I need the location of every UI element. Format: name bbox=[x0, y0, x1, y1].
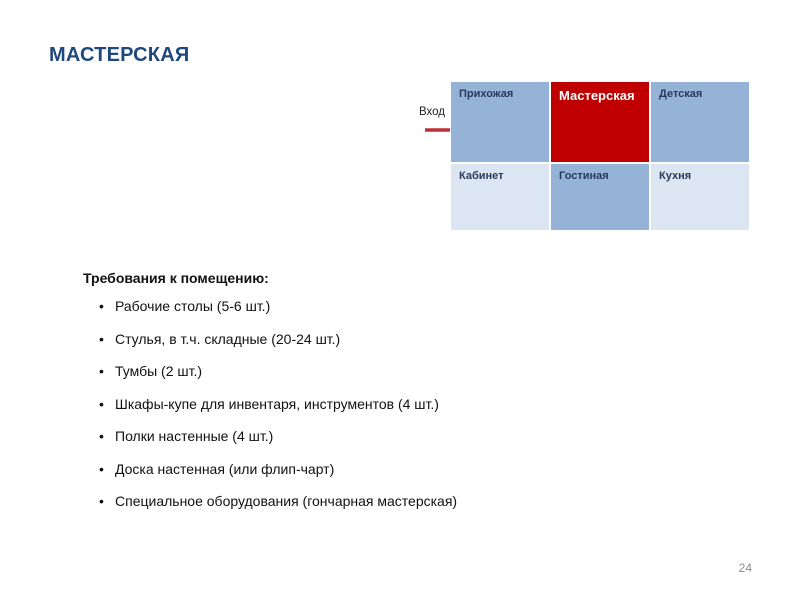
list-item bbox=[99, 428, 457, 461]
list-item-text: Специальное оборудования (гончарная мастерская) bbox=[115, 493, 458, 509]
bullet-icon: • bbox=[99, 395, 104, 412]
room-gostinaya: Гостиная bbox=[550, 163, 650, 231]
list-item-text: Полки настенные (4 шт.) bbox=[115, 428, 274, 444]
list-item-text: Шкафы-купе для инвентаря, инструментов (4 шт.) bbox=[115, 395, 439, 412]
list-item bbox=[99, 363, 457, 396]
list-item-text: Рабочие столы (5-6 шт.) bbox=[115, 298, 271, 314]
room-kukhnya: Кухня bbox=[650, 163, 750, 231]
room-prikhozhaya: Прихожая bbox=[450, 81, 550, 163]
requirements-block bbox=[83, 270, 457, 526]
room-kabinet: Кабинет bbox=[450, 163, 550, 231]
list-item-text: Тумбы (2 шт.) bbox=[115, 363, 203, 379]
bullet-icon: • bbox=[99, 460, 104, 477]
bullet-icon: • bbox=[99, 363, 104, 379]
slide-title: МАСТЕРСКАЯ bbox=[49, 44, 190, 66]
bullet-icon: • bbox=[99, 298, 104, 314]
room-masterskaya: Мастерская bbox=[550, 81, 650, 163]
bullet-icon: • bbox=[99, 493, 104, 509]
floor-plan-grid bbox=[450, 81, 750, 231]
requirements-heading: Требования к помещению: bbox=[83, 270, 269, 286]
list-item bbox=[99, 461, 457, 494]
list-item-text: Доска настенная (или флип-чарт) bbox=[115, 460, 335, 477]
list-item bbox=[99, 298, 457, 331]
requirements-list bbox=[83, 298, 457, 526]
room-detskaya: Детская bbox=[650, 81, 750, 163]
list-item bbox=[99, 331, 457, 364]
entry-label: Вход bbox=[419, 106, 446, 118]
bullet-icon: • bbox=[99, 330, 104, 347]
list-item-text: Стулья, в т.ч. складные (20-24 шт.) bbox=[115, 330, 341, 347]
page-number: 24 bbox=[738, 561, 752, 575]
list-item bbox=[99, 396, 457, 429]
bullet-icon: • bbox=[99, 428, 104, 444]
list-item bbox=[99, 493, 457, 526]
